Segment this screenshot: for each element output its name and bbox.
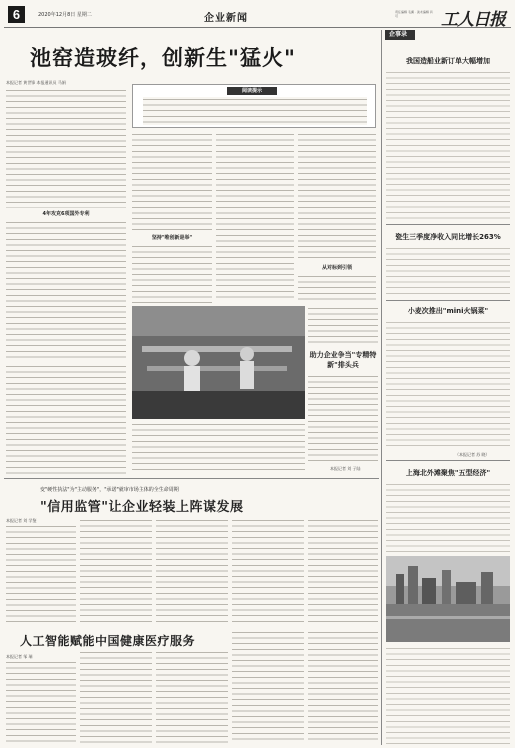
section-title: 企业新闻 [204,13,248,24]
intro-text [143,97,367,125]
factory-photo-illustration [132,306,305,419]
page-header [4,2,511,28]
sidebar-divider-3 [386,460,510,461]
feature-byline: 本报记者 刘 子陆 [330,466,361,471]
sidebar-item-4-text [386,482,510,552]
feature-headline: 助力企业争当"专精特新"排头兵 [309,351,377,369]
sidebar-divider-2 [386,300,510,301]
article3-column-5 [308,630,378,744]
article3-column-1 [6,660,76,744]
lead-column-1a [6,88,126,208]
article2-kicker: 变"硬性执法"为"主动服务"，"承诺"就审市场主体的全生命周期 [40,487,179,493]
sidebar-divider-1 [386,224,510,225]
feature-column [308,374,378,464]
lead-column-4a [298,132,376,262]
sidebar-item-4-title: 上海北外滩聚焦"五型经济" [405,469,491,477]
issue-date: 2020年12月8日 星期二 [38,12,92,18]
article3-column-3 [156,650,228,744]
article2-column-4 [232,518,304,624]
masthead-logo: 工人日报 [441,10,505,30]
lead-column-2b [132,244,212,304]
lead-column-3 [216,132,294,302]
article3-column-2 [80,650,152,744]
lead-subhead-2: 坚持"唯创新是举" [132,234,212,241]
sidebar-item-2-title: 瓷生三季度净收入同比增长263% [395,233,501,241]
lead-column-tail [132,422,305,474]
article2-column-2 [80,518,152,624]
sidebar-item-3-title: 小麦次推出"mini火锅菜" [407,307,489,315]
sidebar-author: （本报记者 苏 晓） [455,452,490,457]
sidebar-item-2-text [386,246,510,296]
intro-label: 阅读提示 [227,87,277,95]
lead-column-2a [132,132,212,232]
lead-subhead-3: 从对标到引领 [298,264,376,271]
article2-byline: 本报记者 刘 学鉴 [6,518,37,523]
article3-byline: 本报记者 邹 瑞 [6,654,33,659]
lead-column-4b [298,274,376,304]
sidebar-item-1-title: 我国造船业新订单大幅增加 [406,57,490,65]
intro-box [132,84,376,128]
sidebar-item-1-text [386,70,510,220]
page-number: 6 [8,6,25,23]
article3-headline: 人工智能赋能中国健康医疗服务 [20,634,196,648]
article2-column-5 [308,518,378,624]
lead-headline: 池窑造玻纤，创新生"猛火" [30,46,296,70]
sidebar-label: 企事录 [385,30,415,40]
sidebar-item-3-text [386,320,510,450]
article2-headline: "信用监管"让企业轻装上阵谋发展 [40,500,244,515]
article2-column-3 [156,518,228,624]
feature-intro-lines [308,306,378,346]
bund-photo-illustration [386,556,510,642]
bund-photo [386,556,510,642]
article2-column-1 [6,524,76,624]
factory-photo [132,306,305,419]
editor-credits: 责任编辑 毛翼 · 美术编辑 肖可 [395,10,433,18]
article-separator [4,478,379,479]
lead-column-1c [6,364,126,474]
lead-column-1b [6,220,126,360]
lead-byline: 本报记者 黄世锋 本报通讯员 马娟 [6,80,66,85]
column-divider [381,30,382,745]
lead-subhead-1: 4年攻克6项国外专利 [6,210,126,217]
sidebar-item-4-text-continued [386,646,510,744]
article3-column-4 [232,630,304,744]
